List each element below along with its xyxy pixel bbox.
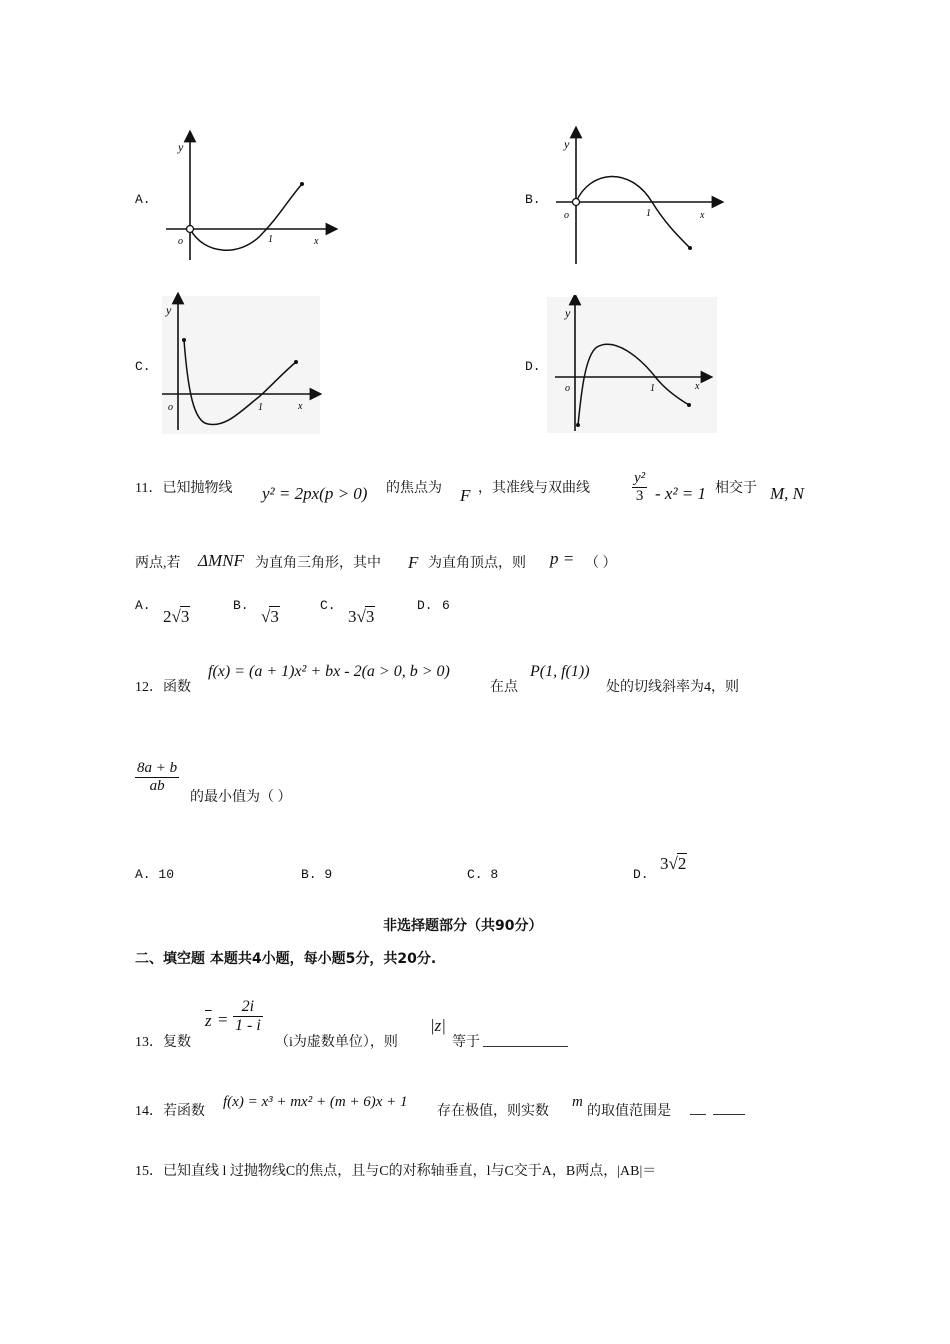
q12-option-a (135, 867, 174, 882)
q13-abs-z: |z| (430, 1016, 446, 1035)
q11-hyperbola-frac (632, 470, 647, 505)
radicand: 2 (677, 854, 687, 873)
graph-background (547, 297, 717, 433)
frac-denominator: 1 - i (235, 1017, 261, 1034)
option-label-a: A. (135, 192, 151, 207)
y-label: y (178, 140, 184, 154)
origin-label: o (565, 383, 570, 394)
q12-text-min: 的最小值为（ ） (190, 790, 292, 805)
end-point-left (182, 338, 186, 342)
y-label: y (564, 137, 570, 151)
open-point (187, 226, 194, 233)
option-label-c: C. (135, 359, 151, 374)
curve (190, 184, 302, 250)
q14-answer-blank-2[interactable] (713, 1100, 745, 1115)
radicand: 3 (180, 607, 190, 626)
x-label: x (700, 210, 705, 221)
q12-point: P(1, f(1)) (530, 663, 590, 680)
frac-numerator: y² (634, 470, 646, 486)
q11-focus-f: F (460, 486, 471, 505)
x-label: x (314, 236, 319, 247)
q11-number: 11．已知抛物线 (135, 481, 233, 496)
curve (576, 176, 690, 248)
radicand: 3 (365, 607, 375, 626)
radicand: 3 (270, 607, 279, 626)
y-label: y (565, 306, 571, 320)
tick-label: 1 (650, 383, 655, 394)
tick-label: 1 (268, 234, 273, 245)
q12-option-c (467, 867, 498, 882)
q13-equals: = (218, 1010, 228, 1029)
label: B. (301, 867, 317, 882)
end-point-left (576, 423, 580, 427)
q11-hyperbola-rest: - x² = 1 (655, 484, 707, 503)
q13-fraction (233, 998, 263, 1035)
graph-b (550, 126, 730, 268)
q11-p-equals: p = (550, 549, 575, 568)
q11-text-intersect: 相交于 (715, 481, 757, 496)
tick-label: 1 (258, 402, 263, 413)
q14-answer-blank-1[interactable] (690, 1100, 706, 1115)
q13-text-unit: （i为虚数单位），则 (275, 1035, 398, 1050)
q11-vertex-f: F (408, 553, 419, 572)
x-label: x (298, 401, 303, 412)
frac-denominator: ab (149, 778, 165, 794)
q11-points-mn: M, N (770, 484, 804, 503)
end-point-right (294, 360, 298, 364)
q14-text-range: 的取值范围是 (587, 1104, 671, 1119)
option-label-b: B. (525, 192, 541, 207)
q14-function-eq: f(x) = x³ + mx² + (m + 6)x + 1 (223, 1094, 408, 1110)
value: 10 (158, 867, 175, 882)
q13-zbar: $\overline{z}$ (205, 1011, 212, 1030)
origin-label: o (564, 210, 569, 221)
section-heading: 二、填空题 本题共4小题，每小题5分，共20分. (135, 951, 437, 967)
value: 9 (324, 867, 333, 882)
section-title: 非选择题部分（共90分） (383, 918, 543, 934)
origin-label: o (178, 236, 183, 247)
q12-option-d-label: D. (633, 867, 649, 882)
coef: 2 (163, 607, 172, 626)
coef: 3 (348, 607, 357, 626)
q13-answer-blank[interactable] (483, 1030, 568, 1047)
graph-d (545, 295, 720, 435)
q12-function-eq: f(x) = (a + 1)x² + bx - 2(a > 0, b > 0) (208, 663, 450, 680)
q11-parabola-eq: y² = 2px(p > 0) (262, 484, 368, 503)
q11-option-d-value: 6 (442, 598, 450, 613)
q11-option-d-label: D. (417, 598, 433, 613)
q12-text-slope: 处的切线斜率为4，则 (606, 680, 739, 695)
graph-a (160, 128, 340, 268)
coef: 3 (660, 854, 669, 873)
label: A. (135, 867, 151, 882)
q12-number: 12．函数 (135, 680, 191, 695)
q11-option-a-value: 2√3 (163, 607, 190, 626)
q11-line2-a: 两点,若 (135, 556, 181, 571)
q14-m: m (572, 1094, 583, 1110)
graph-c (160, 292, 325, 437)
frac-numerator: 8a + b (137, 760, 178, 776)
q12-text-at-point: 在点 (490, 680, 518, 695)
q11-line2-b: 为直角三角形，其中 (255, 556, 381, 571)
q13-text-equals: 等于 (452, 1035, 480, 1050)
value: 8 (490, 867, 499, 882)
q11-option-c-label: C. (320, 598, 336, 613)
tick-label: 1 (646, 208, 651, 219)
q12-fraction (135, 760, 179, 795)
q11-option-b-value: √3 (261, 607, 279, 626)
frac-denominator: 3 (635, 488, 644, 504)
label: C. (467, 867, 483, 882)
q11-answer-paren: （ ） (585, 556, 617, 571)
origin-label: o (168, 402, 173, 413)
end-point (300, 182, 304, 186)
end-point (688, 246, 692, 250)
q11-text-focus: 的焦点为 (386, 481, 442, 496)
q11-line2-c: 为直角顶点，则 (428, 556, 526, 571)
x-label: x (695, 381, 700, 392)
q12-option-b (301, 867, 332, 882)
frac-numerator: 2i (233, 998, 263, 1017)
option-label-d: D. (525, 359, 541, 374)
end-point-right (687, 403, 691, 407)
q15-text: 15．已知直线 l 过抛物线C的焦点，且与C的对称轴垂直，l与C交于A，B两点，|AB|＝ (135, 1164, 657, 1179)
q11-option-a-label: A. (135, 598, 151, 613)
q14-number: 14．若函数 (135, 1104, 205, 1119)
q12-option-d-value: 3√2 (660, 854, 687, 873)
q11-option-c-value: 3√3 (348, 607, 375, 626)
q11-text-directrix: ，其准线与双曲线 (478, 481, 590, 496)
open-point (573, 199, 580, 206)
q14-text-extreme: 存在极值，则实数 (437, 1104, 549, 1119)
q13-number: 13．复数 (135, 1035, 191, 1050)
q11-triangle: ΔMNF (198, 551, 244, 570)
y-label: y (166, 303, 172, 317)
q11-option-b-label: B. (233, 598, 249, 613)
